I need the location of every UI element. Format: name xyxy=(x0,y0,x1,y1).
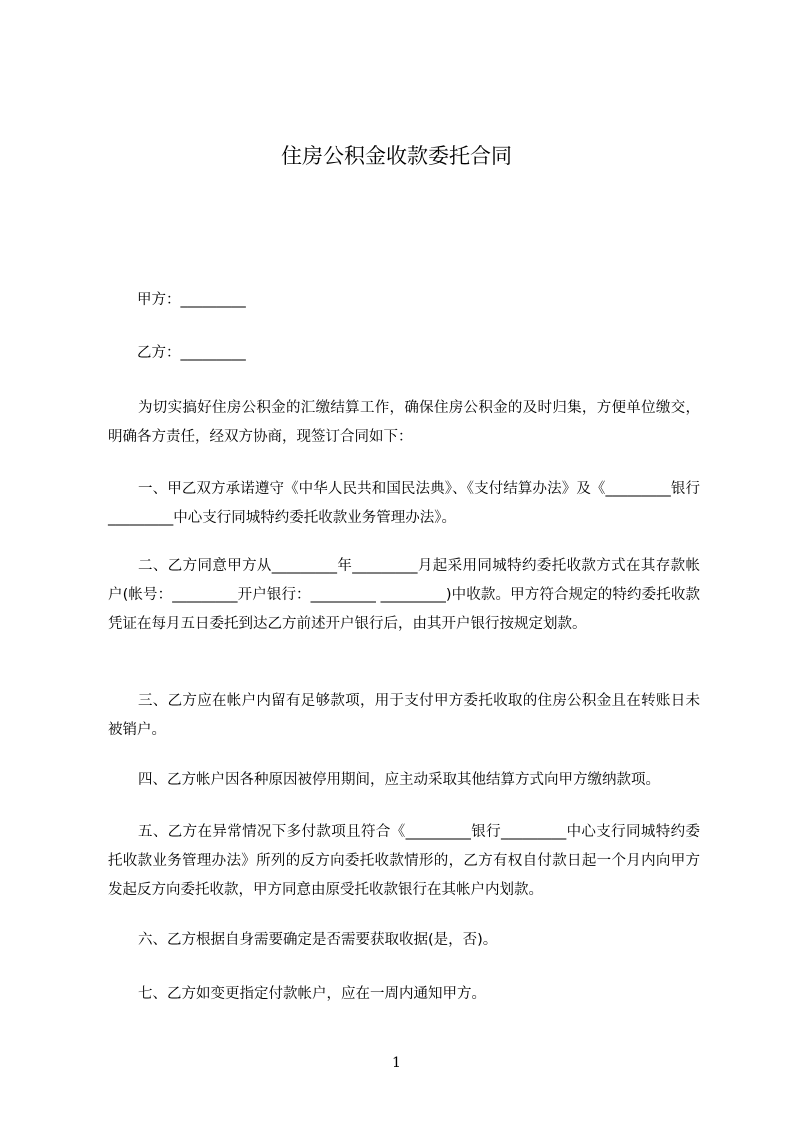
clause-3: 三、乙方应在帐户内留有足够款项，用于支付甲方委托收取的住房公积金且在转账日未被销户。 xyxy=(108,693,700,738)
clause-5: 五、乙方在异常情况下多付款项且符合《_________银行_________中心支行同城特约委托收款业务管理办法》所列的反方向委托收款情形的，乙方有权自付款日起一个月内向甲方发起反方向委托收款，甲方同意由原受托收款银行在其帐户内划款。 xyxy=(108,824,700,898)
clause-2: 二、乙方同意甲方从_________年_________月起采用同城特约委托收款方式在其存款帐户(帐号：_________开户银行：_________ _________)中收款。甲方符合规定的特约委托收款凭证在每月五日委托到达乙方前述开户银行后，由其开户银行按规定划款。 xyxy=(108,558,700,632)
clause-1: 一、甲乙双方承诺遵守《中华人民共和国民法典》、《支付结算办法》及《_________银行_________中心支行同城特约委托收款业务管理办法》。 xyxy=(108,481,700,526)
document-title: 住房公积金收款委托合同 xyxy=(281,144,512,168)
preamble-paragraph: 为切实搞好住房公积金的汇缴结算工作，确保住房公积金的及时归集，方便单位缴交，明确各方责任，经双方协商，现签订合同如下： xyxy=(108,400,700,445)
party-b-line: 乙方：_________ xyxy=(137,345,246,361)
clause-7: 七、乙方如变更指定付款帐户，应在一周内通知甲方。 xyxy=(138,986,486,1002)
clause-6: 六、乙方根据自身需要确定是否需要获取收据(是，否)。 xyxy=(138,932,498,948)
page-number: 1 xyxy=(392,1055,401,1071)
clause-4: 四、乙方帐户因各种原因被停用期间，应主动采取其他结算方式向甲方缴纳款项。 xyxy=(138,772,660,788)
party-a-line: 甲方：_________ xyxy=(137,292,246,308)
